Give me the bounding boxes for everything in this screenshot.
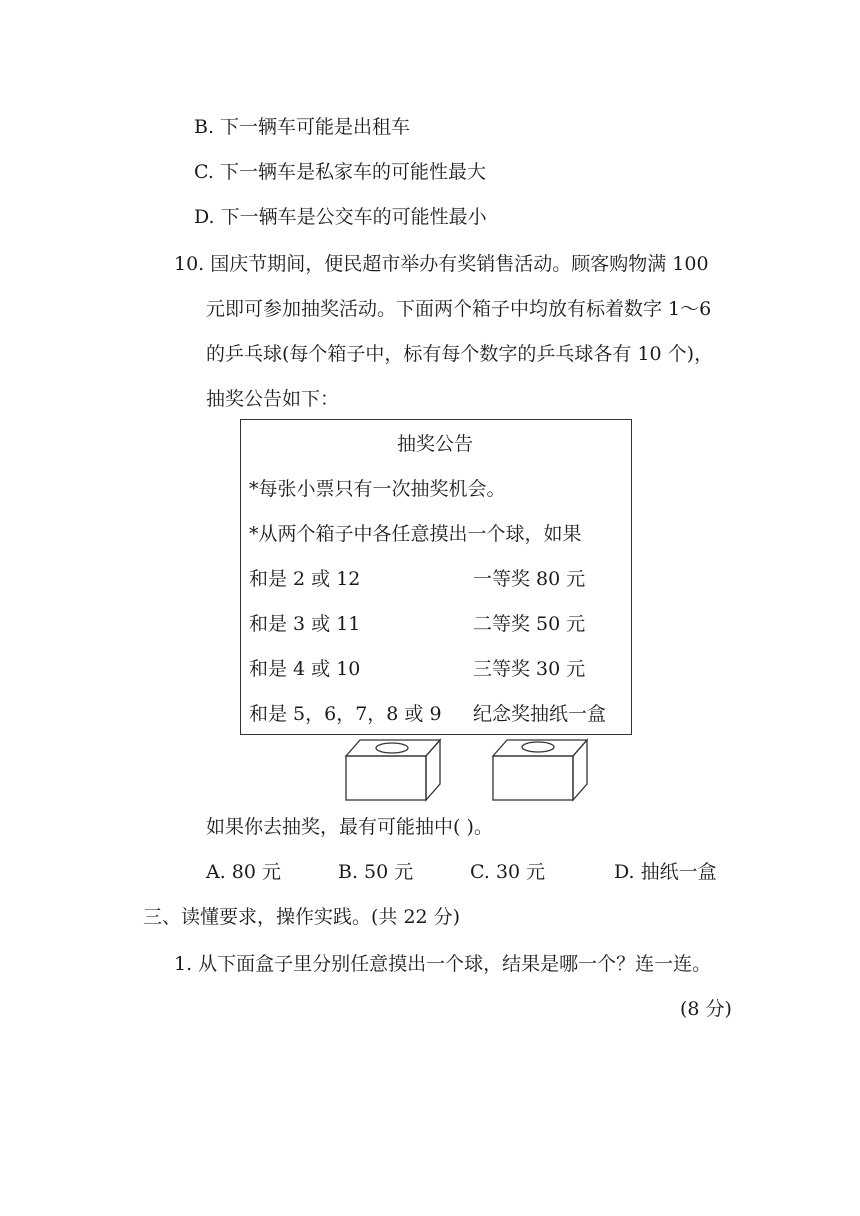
lottery-box-icon: [346, 740, 440, 800]
choice-d: D. 抽纸一盒: [614, 861, 717, 883]
notice-title: 抽奖公告: [397, 433, 474, 455]
choice-c: C. 30 元: [470, 861, 546, 883]
prize-name-1: 一等奖 80 元: [473, 568, 586, 590]
notice-rule-1: *每张小票只有一次抽奖机会。: [249, 478, 506, 500]
choice-a: A. 80 元: [206, 861, 282, 883]
s3-q1-line1: 1. 从下面盒子里分别任意摸出一个球，结果是哪一个？连一连。: [174, 953, 712, 975]
prize-name-4: 纪念奖抽纸一盒: [473, 703, 607, 725]
prize-condition-3: 和是 4 或 10: [249, 658, 361, 680]
q10-line2: 元即可参加抽奖活动。下面两个箱子中均放有标着数字 1～6: [206, 298, 712, 320]
prize-condition-1: 和是 2 或 12: [249, 568, 361, 590]
lottery-box-icon: [493, 740, 587, 800]
choice-b: B. 50 元: [338, 861, 414, 883]
q10-line1: 10. 国庆节期间，便民超市举办有奖销售活动。顾客购物满 100: [174, 253, 709, 275]
prize-name-3: 三等奖 30 元: [473, 658, 586, 680]
notice-rule-2: *从两个箱子中各任意摸出一个球，如果: [249, 523, 582, 545]
lottery-notice-box: [240, 419, 632, 735]
prize-condition-2: 和是 3 或 11: [249, 613, 361, 635]
q10-line3: 的乒乓球(每个箱子中，标有每个数字的乒乓球各有 10 个)，: [206, 343, 714, 365]
prize-name-2: 二等奖 50 元: [473, 613, 586, 635]
option-b: B. 下一辆车可能是出租车: [194, 116, 411, 138]
s3-q1-score: (8 分): [680, 998, 732, 1020]
prize-condition-4: 和是 5，6，7，8 或 9: [249, 703, 442, 725]
q10-question: 如果你去抽奖，最有可能抽中( )。: [206, 816, 493, 838]
q10-line4: 抽奖公告如下：: [206, 388, 340, 410]
lottery-boxes-illustration: [340, 736, 600, 804]
option-c: C. 下一辆车是私家车的可能性最大: [194, 161, 486, 183]
option-d: D. 下一辆车是公交车的可能性最小: [194, 206, 487, 228]
section-3-heading: 三、读懂要求，操作实践。(共 22 分): [143, 906, 461, 928]
